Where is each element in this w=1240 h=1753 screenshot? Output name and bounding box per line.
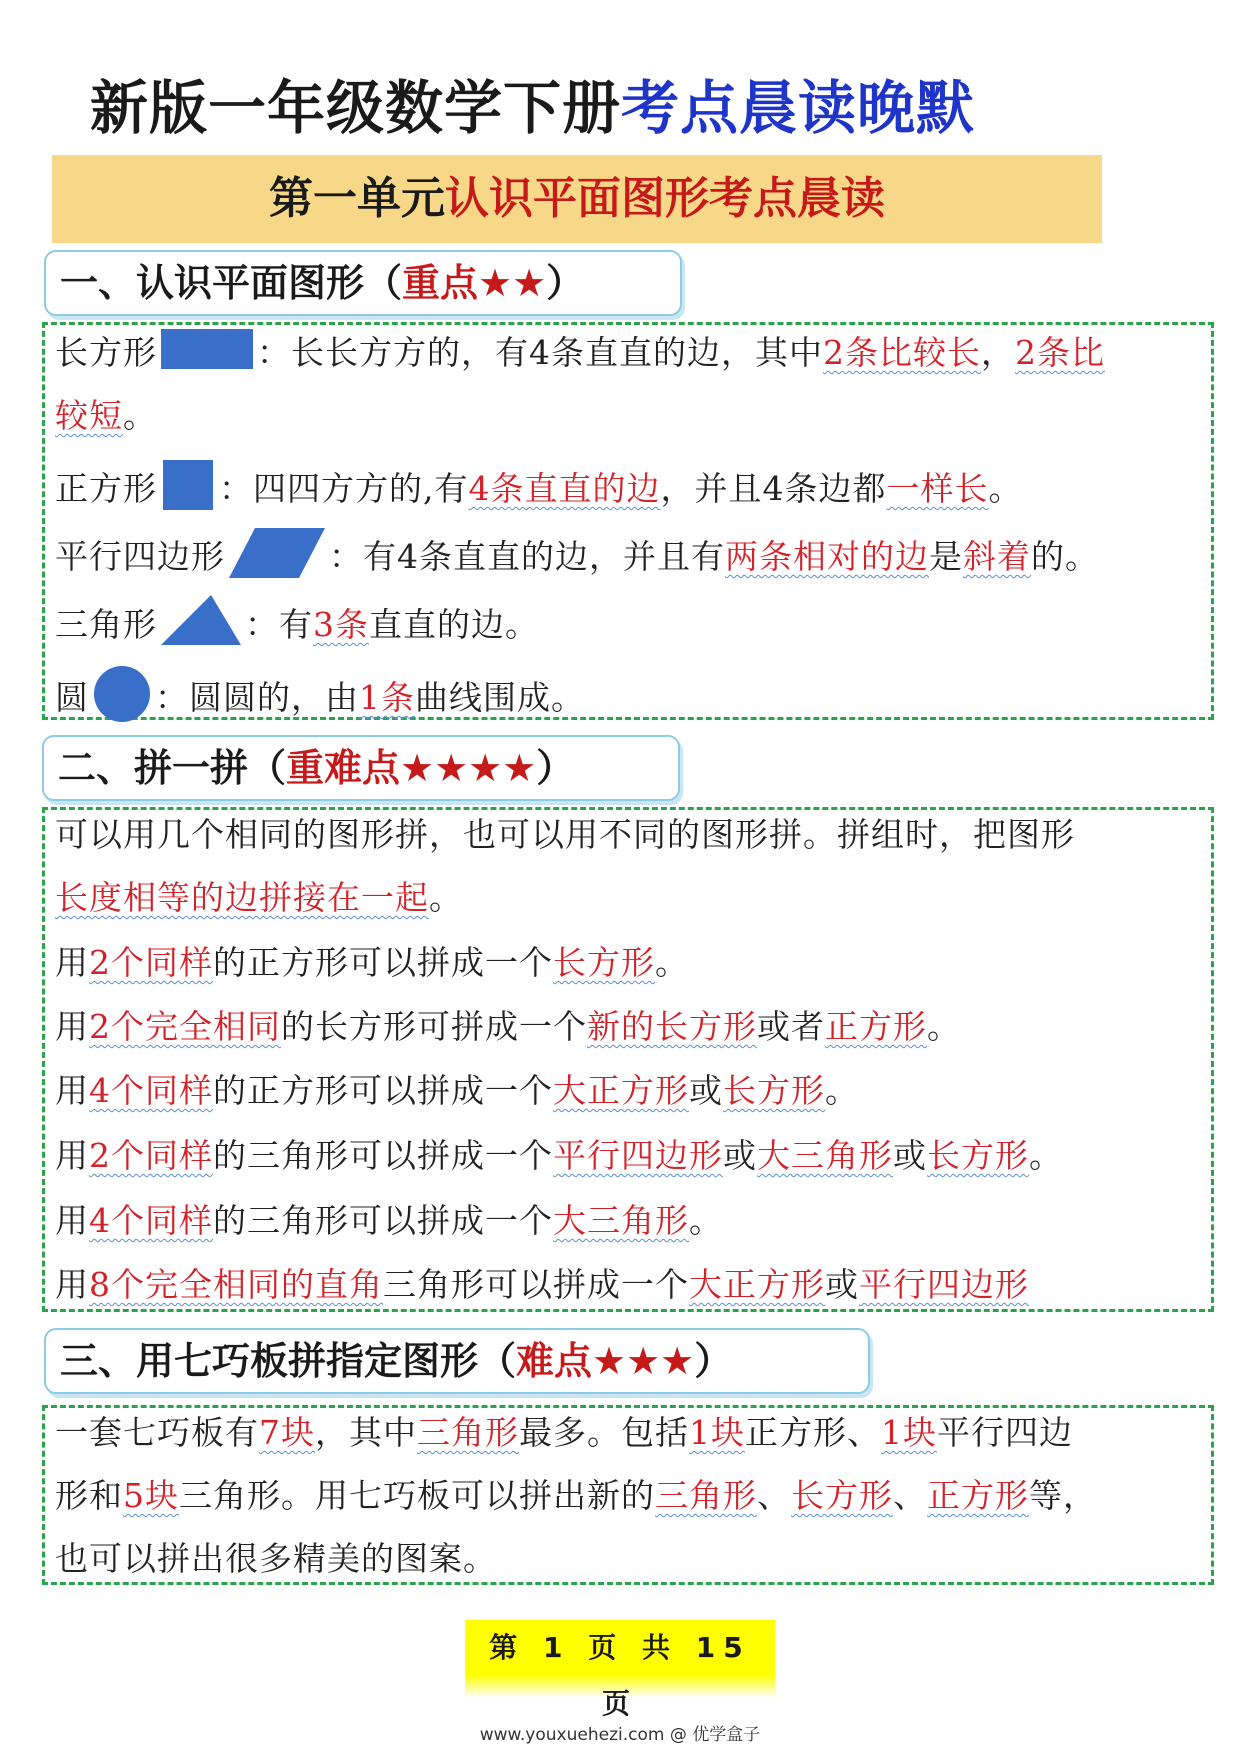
s3-l3-text: 也可以拼出很多精美的图案。	[55, 1539, 497, 1578]
s3-l1-t4: 最多。包括	[519, 1413, 689, 1452]
section-2-close: ）	[536, 746, 575, 790]
s2-intro-end: 。	[429, 878, 463, 917]
s2-line-1	[55, 812, 1075, 858]
s2-l2-t4: 。	[655, 943, 689, 982]
triangle-line	[55, 595, 539, 659]
rect-end: 。	[123, 396, 157, 435]
watermark: www.youxuehezi.com @ 优学盒子	[479, 1725, 761, 1745]
s2-l2-k3: 长方形	[553, 943, 655, 982]
s3-l2-k1: 5块	[123, 1476, 179, 1515]
s2-l6-k3: 大三角形	[553, 1201, 689, 1240]
s2-l7-k5: 平行四边形	[859, 1265, 1029, 1304]
s2-l7-t4: 或	[825, 1265, 859, 1304]
triangle-desc-2: 直直的边。	[369, 605, 539, 644]
s2-line-3	[55, 1004, 961, 1050]
s3-l1-k5: 1块	[689, 1413, 745, 1452]
s3-l1-t2: ，其中	[315, 1413, 417, 1452]
s2-l5-t0: 用	[55, 1136, 89, 1175]
s3-l2-t2: 三角形。用七巧板可以拼出新的	[179, 1476, 655, 1515]
triangle-name: 三角形	[55, 605, 157, 644]
s2-l2-t2: 的正方形可以拼成一个	[213, 943, 553, 982]
unit-label: 第一单元	[269, 173, 445, 224]
circle-desc: ：圆圆的，由	[155, 678, 359, 717]
section-2-tag: 重难点	[286, 746, 401, 790]
s2-l5-k5: 大三角形	[757, 1136, 893, 1175]
s2-line-2	[55, 940, 689, 986]
s3-l2-k3: 三角形	[655, 1476, 757, 1515]
s3-l1-t8: 平行四边	[937, 1413, 1073, 1452]
rect-key-2b: 较短	[55, 396, 123, 435]
s2-l7-k3: 大正方形	[689, 1265, 825, 1304]
s3-l2-t0: 形和	[55, 1476, 123, 1515]
s2-l5-k1: 2个同样	[89, 1136, 213, 1175]
rect-key-2a: 2条比	[1015, 333, 1105, 372]
s2-l7-t2: 三角形可以拼成一个	[383, 1265, 689, 1304]
triangle-desc: ：有	[245, 605, 313, 644]
section-3-title: 三、用七巧板拼指定图形（	[60, 1339, 517, 1383]
s2-l4-t4: 或	[689, 1071, 723, 1110]
square-line	[55, 460, 1023, 522]
s2-line-4	[55, 1068, 859, 1114]
s3-l2-t6: 、	[893, 1476, 927, 1515]
rect-key-1: 2条比较长	[823, 333, 981, 372]
s2-l3-t0: 用	[55, 1007, 89, 1046]
parallelogram-line	[55, 528, 1099, 590]
s2-l7-t0: 用	[55, 1265, 89, 1304]
s3-line-1	[55, 1410, 1073, 1456]
square-key-1: 4条直直的边	[468, 469, 661, 508]
page-number: 第 1 页 共 15 页	[489, 1631, 751, 1720]
s2-l4-t2: 的正方形可以拼成一个	[213, 1071, 553, 1110]
unit-banner	[52, 155, 1102, 243]
circle-desc-2: 曲线围成。	[415, 678, 585, 717]
square-end: 。	[988, 469, 1023, 508]
s2-l3-k1: 2个完全相同	[89, 1007, 281, 1046]
s2-l3-k3: 新的长方形	[587, 1007, 757, 1046]
section-3-stars: ★★★	[592, 1339, 695, 1383]
s2-l6-t2: 的三角形可以拼成一个	[213, 1201, 553, 1240]
rect-desc: ：长长方方的，有4条直直的边，其中	[257, 333, 823, 372]
s2-l2-k1: 2个同样	[89, 943, 213, 982]
unit-topic: 认识平面图形考点晨读	[445, 173, 885, 224]
s2-l4-k1: 4个同样	[89, 1071, 213, 1110]
section-3-tag: 难点	[516, 1339, 593, 1383]
parallelogram-key-1: 两条相对的边	[725, 537, 929, 576]
s3-l1-k3: 三角形	[417, 1413, 519, 1452]
s2-l3-t2: 的长方形可拼成一个	[281, 1007, 587, 1046]
square-desc-2: ，并且4条边都	[660, 469, 887, 508]
square-shape-icon	[161, 460, 215, 522]
rect-comma: ，	[981, 333, 1015, 372]
triangle-shape-icon	[161, 595, 241, 659]
section-1-stars: ★★	[478, 261, 547, 305]
rect-line-2	[55, 393, 157, 439]
s3-line-2	[55, 1473, 1097, 1519]
section-1-close: ）	[546, 261, 585, 305]
s2-l5-k7: 长方形	[927, 1136, 1029, 1175]
s2-l4-t6: 。	[825, 1071, 859, 1110]
rect-line	[55, 327, 1105, 383]
section-2-title: 二、拼一拼（	[58, 746, 287, 790]
rectangle-shape-icon	[161, 327, 253, 383]
circle-key: 1条	[359, 678, 415, 717]
s3-line-3	[55, 1536, 497, 1582]
s2-l3-t6: 。	[927, 1007, 961, 1046]
circle-line	[55, 665, 585, 735]
s2-line-7	[55, 1262, 1029, 1308]
section-1-tag: 重点	[402, 261, 479, 305]
title-main: 新版一年级数学下册	[90, 74, 622, 142]
s2-l5-t4: 或	[723, 1136, 757, 1175]
parallelogram-end: 的。	[1031, 537, 1099, 576]
title-highlight: 考点晨读晚默	[621, 74, 976, 142]
s3-l2-k7: 正方形	[927, 1476, 1029, 1515]
s2-l5-k3: 平行四边形	[553, 1136, 723, 1175]
s3-l1-t0: 一套七巧板有	[55, 1413, 259, 1452]
parallelogram-key-2: 斜着	[963, 537, 1031, 576]
s3-l1-k1: 7块	[259, 1413, 315, 1452]
s2-l2-t0: 用	[55, 943, 89, 982]
s2-l4-k5: 长方形	[723, 1071, 825, 1110]
square-key-2: 一样长	[886, 469, 989, 508]
s2-l5-t8: 。	[1029, 1136, 1063, 1175]
s2-l6-k1: 4个同样	[89, 1201, 213, 1240]
triangle-key: 3条	[313, 605, 369, 644]
s2-intro: 可以用几个相同的图形拼，也可以用不同的图形拼。拼组时，把图形	[55, 815, 1075, 854]
s2-intro-key: 长度相等的边拼接在一起	[55, 878, 429, 917]
s2-l6-t0: 用	[55, 1201, 89, 1240]
s2-l5-t2: 的三角形可以拼成一个	[213, 1136, 553, 1175]
s3-l2-t4: 、	[757, 1476, 791, 1515]
square-name: 正方形	[55, 469, 157, 508]
s3-l1-t6: 正方形、	[745, 1413, 881, 1452]
section-3-close: ）	[694, 1339, 733, 1383]
section-2-heading	[42, 735, 680, 801]
s3-l1-k7: 1块	[881, 1413, 937, 1452]
parallelogram-is: 是	[929, 537, 963, 576]
section-1-heading	[44, 250, 682, 316]
square-desc: ：四四方方的,有	[219, 469, 469, 508]
section-1-title: 一、认识平面图形（	[60, 261, 403, 305]
s2-l4-t0: 用	[55, 1071, 89, 1110]
s3-l2-t8: 等，	[1029, 1476, 1097, 1515]
s2-l3-t4: 或者	[757, 1007, 825, 1046]
parallelogram-shape-icon	[229, 528, 325, 590]
s3-l2-k5: 长方形	[791, 1476, 893, 1515]
s2-l5-t6: 或	[893, 1136, 927, 1175]
s2-line-5	[55, 1133, 1063, 1179]
s2-l6-t4: 。	[689, 1201, 723, 1240]
s2-l4-k3: 大正方形	[553, 1071, 689, 1110]
page-title	[90, 68, 975, 148]
s2-line-1b	[55, 875, 463, 921]
parallelogram-desc: ：有4条直直的边，并且有	[329, 537, 725, 576]
s2-l3-k5: 正方形	[825, 1007, 927, 1046]
s2-line-6	[55, 1198, 723, 1244]
circle-shape-icon	[93, 665, 151, 735]
circle-name: 圆	[55, 678, 89, 717]
section-3-heading	[44, 1328, 870, 1394]
section-2-stars: ★★★★	[400, 746, 537, 790]
s2-l7-k1: 8个完全相同的直角	[89, 1265, 383, 1304]
parallelogram-name: 平行四边形	[55, 537, 225, 576]
rect-name: 长方形	[55, 333, 157, 372]
